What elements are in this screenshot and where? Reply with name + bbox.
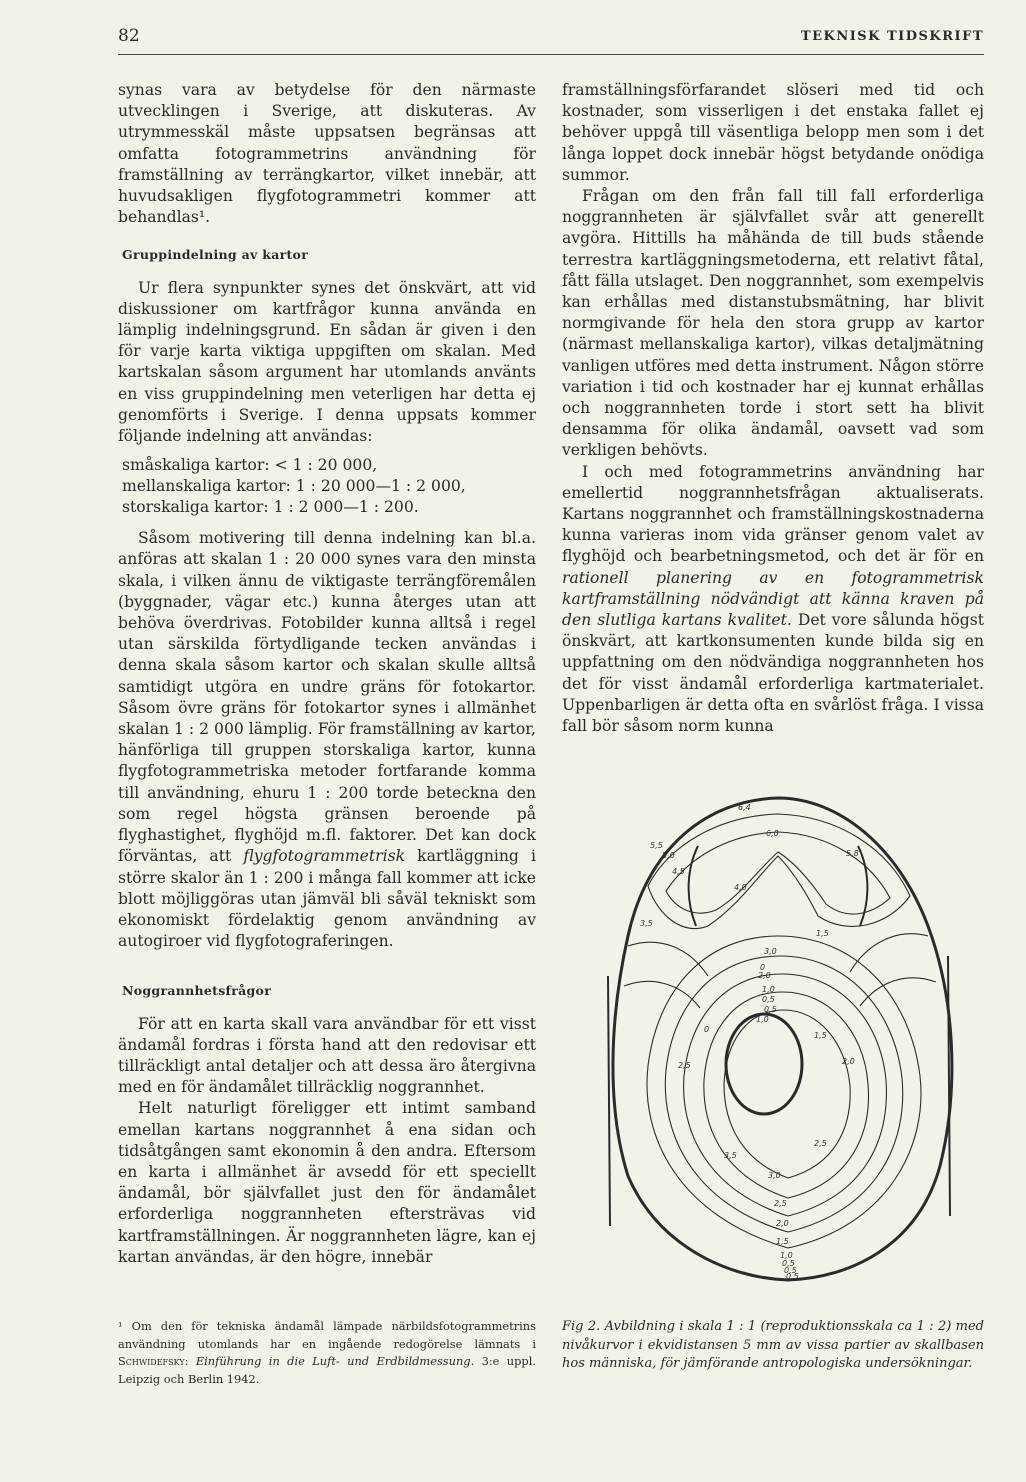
journal-title: TEKNISK TIDSKRIFT xyxy=(800,29,984,44)
text-run: Såsom motivering till denna indelning kan bl.a. anföras att skalan 1 : 20 000 synes vara den minsta skala, i vilken ännu de viktigaste terrängföremålen (byggnader, vägar etc.) kunna återges utan att behöva överdrivas. Fotobilder kunna alltså i regel utan särskilda förtydligande tecken användas i denna skala såsom kartor och skalan skulle alltså samtidigt utgöra en undre gräns för fotokartor. Såsom övre gräns för fotokartor synes i allmänhet skalan 1 : 2 000 lämplig. För framställning av kartor, hänförliga till gruppen storskaliga kartor, kunna flygfotogrammetriska metoder fortfarande komma till användning, ehuru 1 : 200 torde beteckna den som regel högsta gränsen beroende på flyghastighet, flyghöjd m.fl. faktorer. Det kan dock förväntas, att xyxy=(118,529,536,866)
contour-label: 0 xyxy=(760,963,766,972)
paragraph: För att en karta skall vara användbar för ett visst ändamål fordras i första hand att den redovisar ett tillräckligt antal detaljer och att dessa äro återgivna med en för ändamålet tillräcklig noggrannhet. xyxy=(118,1014,536,1097)
contour-label: 2,5 xyxy=(678,1061,691,1070)
contour-label: 3,5 xyxy=(640,919,653,928)
skull-contour-figure xyxy=(588,786,968,1286)
contour-label: 1,0 xyxy=(756,1015,769,1024)
paragraph xyxy=(562,462,984,738)
contour-label: 4,0 xyxy=(734,883,747,892)
paragraph xyxy=(118,528,536,952)
page-number: 82 xyxy=(118,26,140,46)
contour-label: 1,0 xyxy=(762,985,775,994)
contour-label: 0 xyxy=(704,1025,710,1034)
contour-label: 2,0 xyxy=(776,1219,789,1228)
paragraph: Ur flera synpunkter synes det önskvärt, att vid diskussioner om kartfrågor kunna använda en lämplig indelningsgrund. En sådan är given i den för varje karta viktiga uppgiften om skalan. Med kartskalan såsom argument har utomlands använts en viss gruppindelning men veterligen har detta ej genomförts i Sverige. I denna uppsats kommer följande indelning att användas: xyxy=(118,278,536,446)
contour-label: 3,5 xyxy=(724,1151,737,1160)
text-run: I och med fotogrammetrins användning har emellertid noggrannhetsfrågan aktualiserats. Kartans noggrannhet och framställningskostnaderna kunna varieras inom vida gränser genom valet av flyghöjd och bearbetningsmetod, och det är för en xyxy=(562,462,984,566)
contour-label: 4,5 xyxy=(672,867,685,876)
contour-label: 1,5 xyxy=(776,1237,789,1246)
footnote-text: 3:e uppl. Leipzig och Berlin 1942. xyxy=(118,1354,536,1386)
contour-labels xyxy=(640,803,859,1281)
contour-label: 1,5 xyxy=(814,1031,827,1040)
contour-label: 5,5 xyxy=(650,841,663,850)
italic-text: rationell planering av en fotogrammetrisk kartframställning nödvändigt att känna kraven på den slutliga kartans kvalitet. xyxy=(562,568,984,630)
contour-label: 0,5 xyxy=(782,1259,795,1268)
contour-label: 2,0 xyxy=(842,1057,855,1066)
page-header xyxy=(118,24,984,55)
contour-label: 0,5 xyxy=(762,995,775,1004)
contour-label: 0,5 xyxy=(786,1272,799,1281)
contour-label: 0,5 xyxy=(784,1266,797,1275)
contour-label: 5,8 xyxy=(846,849,859,858)
contour-label: 2,0 xyxy=(758,971,771,980)
intro-paragraph: synas vara av betydelse för den närmaste utvecklingen i Sverige, att diskuteras. Av utrymmesskäl måste uppsatsen begränsas att omfatta fotogrammetrins användning för framställning av terrängkartor, vilket innebär, att huvudsakligen flygfotogrammetri kommer att behandlas¹. xyxy=(118,81,536,227)
text-run: Det vore sålunda högst önskvärt, att kartkonsumenten kunde bilda sig en uppfattning om den nödvändiga noggrannheten hos det för visst ändamål erforderliga kartmaterialet. Uppenbarligen är detta ofta en svårlöst fråga. I vissa fall bör såsom norm kunna xyxy=(562,611,984,736)
contour-label: 3,0 xyxy=(768,1171,781,1180)
contour-label: 2,5 xyxy=(814,1139,827,1148)
contour-label: 3,0 xyxy=(764,947,777,956)
section-heading-gruppindelning: Gruppindelning av kartor xyxy=(122,247,309,263)
right-column xyxy=(562,80,984,737)
paragraph: framställningsförfarandet slöseri med tid och kostnader, som visserligen i det enstaka fallet ej behöver uppgå till väsentliga belopp men som i det långa loppet dock innebär högst betydande onödiga summor. xyxy=(562,81,984,184)
foramen-magnum xyxy=(726,1014,802,1114)
contour-label: 6,4 xyxy=(738,803,751,812)
section-heading-noggrannhet: Noggrannhetsfrågor xyxy=(122,983,272,999)
contour-label: 0,5 xyxy=(764,1005,777,1014)
text-run: kartläggning i större skalor än 1 : 200 i många fall kommer att icke blott möjliggöras utan jämväl bli såväl tekniskt som ekonomiskt fördelaktig genom användning av autogiroer vid flygfotograferingen. xyxy=(118,847,536,951)
paragraph: Helt naturligt föreligger ett intimt samband emellan kartans noggrannhet å ena sidan och tidsåtgången samt ekonomin å den andra. Eftersom en karta i allmänhet är avsedd för ett speciellt ändamål, bör självfallet just den för ändamålet erforderliga noggrannheten eftersträvas vid kartframställningen. Är noggrannheten lägre, kan ej kartan användas, är den högre, innebär xyxy=(118,1099,536,1266)
contour-label: 1,5 xyxy=(816,929,829,938)
contour-label: 1,0 xyxy=(780,1251,793,1260)
contour-label: 6,0 xyxy=(766,829,779,838)
contour-label: 5,0 xyxy=(662,851,675,860)
scale-item-large: storskaliga kartor: 1 : 2 000—1 : 200. xyxy=(122,498,419,517)
footnote-text: ¹ Om den för tekniska ändamål lämpade närbildsfotogrammetrins användning utomlands har en ingående redogörelse lämnats i xyxy=(118,1319,536,1351)
contour-map-drawing xyxy=(588,786,968,1286)
scale-item-small: småskaliga kartor: < 1 : 20 000, xyxy=(122,456,378,475)
footnote-book-title: Einführung in die Luft- und Erdbildmessung. xyxy=(188,1354,475,1368)
scale-list xyxy=(122,455,536,518)
paragraph: Frågan om den från fall till fall erforderliga noggrannheten är självfallet svår att generellt avgöra. Hittills ha måhända de till buds stående terrestra kartläggningsmetoderna, ett relativt fåtal, fått fälla utslaget. Den noggrannhet, som exempelvis kan erhållas med distanstubsmätning, har blivit normgivande för hela den stora grupp av kartor (närmast mellanskaliga kartor), vilkas detaljmätning vanligen utföres med detta instrument. Någon större variation i tid och kostnader har ej kunnat erhållas och noggrannheten torde i stort sett ha blivit densamma för olika ändamål, oavsett vad som verkligen behövts. xyxy=(562,187,984,460)
italic-text: flygfotogrammetrisk xyxy=(243,847,406,866)
footnote-author: Schwidefsky: xyxy=(118,1354,189,1368)
scale-item-medium: mellanskaliga kartor: 1 : 20 000—1 : 2 000, xyxy=(122,477,466,496)
figure-caption: Fig 2. Avbildning i skala 1 : 1 (reproduktionsskala ca 1 : 2) med nivåkurvor i ekvidistansen 5 mm av vissa partier av skallbasen hos människa, för jämförande antropologiska undersökningar. xyxy=(562,1319,984,1371)
footnote xyxy=(118,1318,536,1388)
contour-label: 2,5 xyxy=(774,1199,787,1208)
left-column xyxy=(118,80,536,1268)
